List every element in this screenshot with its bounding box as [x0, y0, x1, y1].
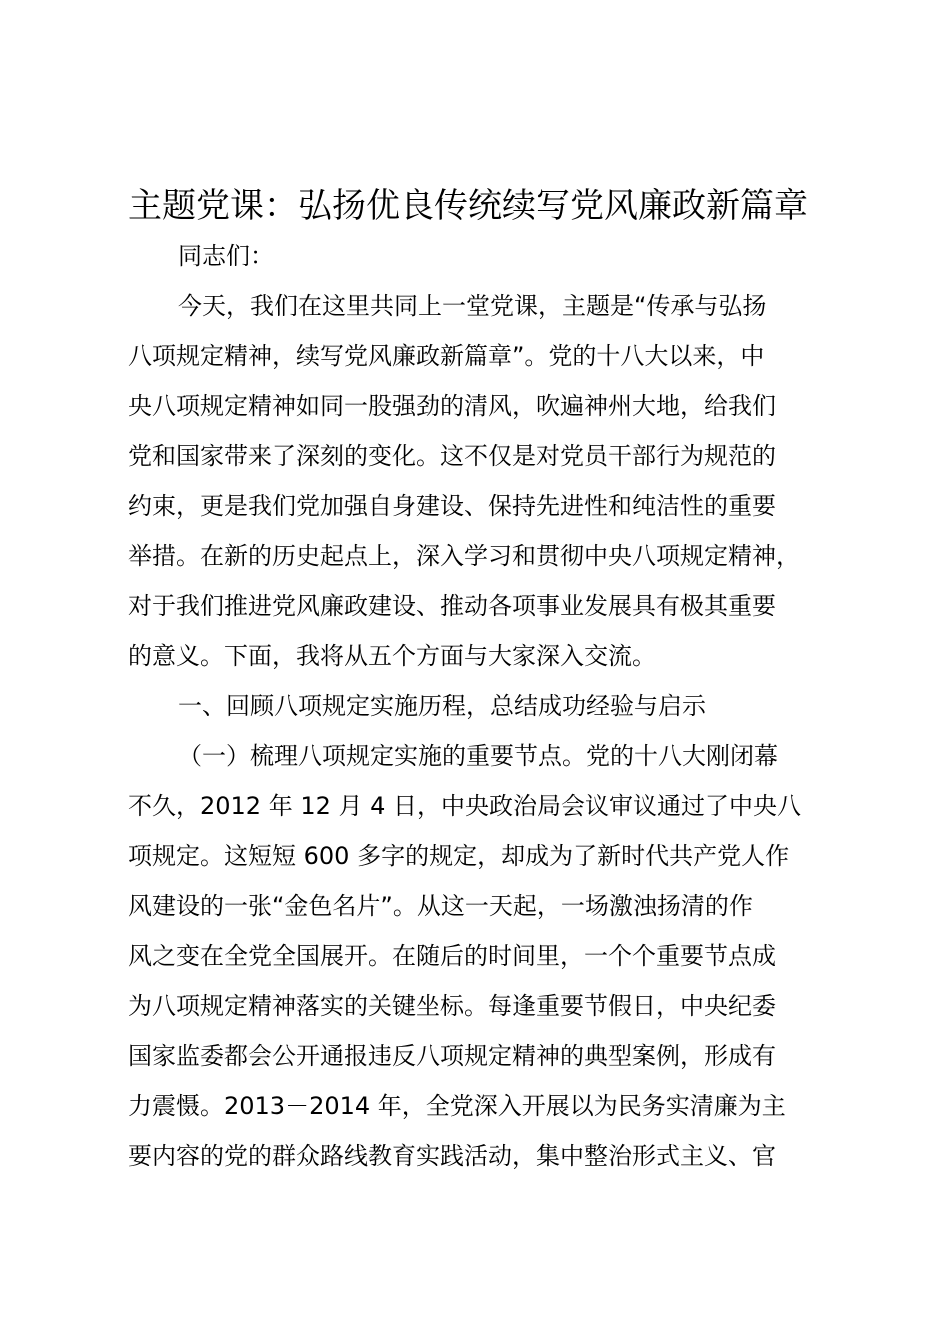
paragraph-line: 对于我们推进党风廉政建设、推动各项事业发展具有极其重要	[128, 592, 776, 620]
salutation: 同志们：	[178, 242, 274, 270]
paragraph-line: 约束，更是我们党加强自身建设、保持先进性和纯洁性的重要	[128, 492, 776, 520]
paragraph-line: 风建设的一张“金色名片”。从这一天起，一场激浊扬清的作	[128, 892, 753, 920]
paragraph-line: 项规定。这短短 600 多字的规定，却成为了新时代共产党人作	[128, 842, 790, 870]
paragraph-line: （一）梳理八项规定实施的重要节点。党的十八大刚闭幕	[178, 742, 778, 770]
paragraph-line: 央八项规定精神如同一股强劲的清风，吹遍神州大地，给我们	[128, 392, 776, 420]
paragraph-line: 为八项规定精神落实的关键坐标。每逢重要节假日，中央纪委	[128, 992, 776, 1020]
paragraph-line: 的意义。下面，我将从五个方面与大家深入交流。	[128, 642, 656, 670]
paragraph-line: 风之变在全党全国展开。在随后的时间里，一个个重要节点成	[128, 942, 776, 970]
section-heading: 一、回顾八项规定实施历程，总结成功经验与启示	[178, 692, 706, 720]
paragraph-line: 八项规定精神，续写党风廉政新篇章”。党的十八大以来，中	[128, 342, 765, 370]
paragraph-line: 要内容的党的群众路线教育实践活动，集中整治形式主义、官	[128, 1142, 776, 1170]
paragraph-line: 力震慑。2013－2014 年，全党深入开展以为民务实清廉为主	[128, 1092, 786, 1120]
paragraph-line: 举措。在新的历史起点上，深入学习和贯彻中央八项规定精神，	[128, 542, 800, 570]
document-title: 主题党课：弘扬优良传统续写党风廉政新篇章	[128, 186, 808, 226]
paragraph-line: 国家监委都会公开通报违反八项规定精神的典型案例，形成有	[128, 1042, 776, 1070]
paragraph-line: 不久，2012 年 12 月 4 日，中央政治局会议审议通过了中央八	[128, 792, 802, 820]
paragraph-line: 党和国家带来了深刻的变化。这不仅是对党员干部行为规范的	[128, 442, 776, 470]
paragraph-line: 今天，我们在这里共同上一堂党课，主题是“传承与弘扬	[178, 292, 767, 320]
